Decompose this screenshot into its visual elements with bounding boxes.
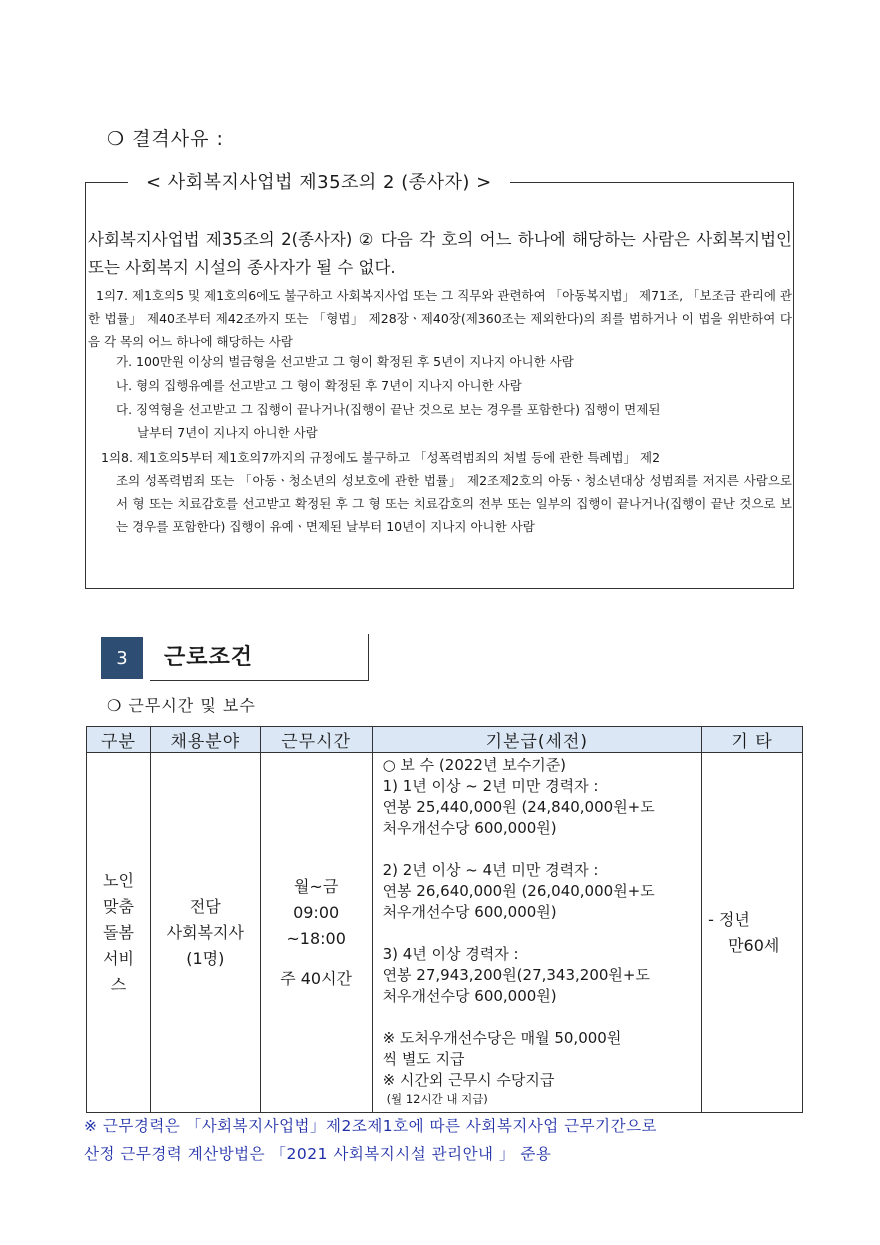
pay-career-2-allowance: 처우개선수당 600,000원)	[382, 903, 557, 921]
footnote-line-1: ※ 근무경력은 「사회복지사업법」제2조제1호에 따른 사회복지사업 근무기간으로	[84, 1117, 658, 1135]
pay-career-1-label: 1) 1년 이상 ~ 2년 미만 경력자 :	[382, 777, 599, 795]
hours-line: 09:00	[293, 902, 340, 922]
header-pay: 기본급(세전)	[372, 727, 702, 753]
pay-note-allowance: ※ 도처우개선수당은 매월 50,000원	[382, 1029, 622, 1047]
cell-division	[87, 753, 151, 1113]
field-line: 전담	[189, 896, 221, 916]
law-item-1-7: 1의7. 제1호의5 및 제1호의6에도 불구하고 사회복지사업 또는 그 직무와 관련하여 「아동복지법」 제71조, 「보조금 관리에 관한 법률」 제40조부터 제42조까지 또는 「형법」 제28장ㆍ제40장(제360조는 제외한다)의 죄를 범하거나 이 법을 위반하여 다음 각 목의 어느 하나에 해당하는 사람	[88, 288, 792, 349]
pay-note-allowance-cont: 씩 별도 지급	[382, 1050, 465, 1068]
pay-career-2-salary: 연봉 26,640,000원 (26,040,000원+도	[382, 882, 655, 900]
sub-heading: ❍ 근무시간 및 보수	[107, 696, 256, 715]
division-line: 맞춤	[102, 896, 134, 916]
working-conditions-table	[86, 726, 803, 1113]
pay-career-3-label: 3) 4년 이상 경력자 :	[382, 945, 519, 963]
hours-line: 주 40시간	[280, 968, 353, 988]
table-row	[87, 753, 803, 1113]
pay-career-3-allowance: 처우개선수당 600,000원)	[382, 987, 557, 1005]
header-division: 구분	[87, 727, 151, 753]
law-item-1-8	[101, 446, 792, 538]
law-main-text: 사회복지사업법 제35조의 2(종사자) ② 다음 각 호의 어느 하나에 해당하는 사람은 사회복지법인 또는 사회복지 시설의 종사자가 될 수 없다.	[88, 230, 792, 277]
section-title: 근로조건	[164, 645, 254, 670]
division-line: 서비	[102, 948, 134, 968]
header-hours: 근무시간	[260, 727, 372, 753]
disqualification-heading: ❍ 결격사유 :	[107, 128, 224, 150]
law-item-1-7-ga: 가. 100만원 이상의 벌금형을 선고받고 그 형이 확정된 후 5년이 지나지 아니한 사람	[116, 354, 574, 369]
header-other: 기 타	[702, 727, 803, 753]
footnote-line-2: 산정 근무경력 계산방법은 「2021 사회복지시설 관리안내 」 준용	[84, 1145, 552, 1163]
other-line: - 정년	[708, 909, 750, 929]
division-line: 스	[110, 974, 127, 994]
cell-pay	[372, 753, 702, 1113]
pay-career-2-label: 2) 2년 이상 ~ 4년 미만 경력자 :	[382, 861, 599, 879]
cell-hours	[260, 753, 372, 1113]
spacer	[383, 839, 698, 860]
header-field: 채용분야	[150, 727, 260, 753]
law-item-1-7-da: 다. 징역형을 선고받고 그 집행이 끝나거나(집행이 끝난 것으로 보는 경우를 포함한다) 집행이 면제된	[116, 402, 661, 417]
cell-other	[702, 753, 803, 1113]
pay-title: ○ 보 수 (2022년 보수기준)	[382, 756, 567, 774]
section-title-underline	[150, 680, 369, 681]
hours-line: 월~금	[293, 876, 339, 896]
section-number: 3	[101, 637, 143, 679]
hours-line: ~18:00	[286, 928, 346, 948]
law-item-1-8-first: 1의8. 제1호의5부터 제1호의7까지의 규정에도 불구하고 「성폭력범죄의 처벌 등에 관한 특례법」 제2	[101, 450, 661, 465]
division-line: 돌봄	[102, 922, 134, 942]
law-item-1-7-da-cont: 날부터 7년이 지나지 아니한 사람	[137, 425, 318, 440]
law-box-title: < 사회복지사업법 제35조의 2 (종사자) >	[128, 168, 510, 194]
hours-gap	[261, 952, 372, 966]
field-line: (1명)	[186, 948, 225, 968]
other-line: 만60세	[728, 935, 780, 955]
pay-note-overtime-limit: (월 12시간 내 지급)	[386, 1092, 488, 1106]
spacer	[383, 923, 698, 944]
cell-field	[150, 753, 260, 1113]
pay-career-3-salary: 연봉 27,943,200원(27,343,200원+도	[382, 966, 650, 984]
table-header-row	[87, 727, 803, 753]
division-line: 노인	[102, 870, 134, 890]
footnote	[84, 1112, 784, 1168]
pay-career-1-allowance: 처우개선수당 600,000원)	[382, 819, 557, 837]
pay-note-overtime: ※ 시간외 근무시 수당지급	[382, 1071, 555, 1089]
pay-career-1-salary: 연봉 25,440,000원 (24,840,000원+도	[382, 798, 655, 816]
law-item-1-7-na: 나. 형의 집행유예를 선고받고 그 형이 확정된 후 7년이 지나지 아니한 사람	[116, 378, 522, 393]
spacer	[383, 1007, 698, 1028]
field-line: 사회복지사	[166, 922, 244, 942]
law-item-1-8-rest: 조의 성폭력범죄 또는 「아동ㆍ청소년의 성보호에 관한 법률」 제2조제2호의 아동ㆍ청소년대상 성범죄를 저지른 사람으로서 형 또는 치료감호를 선고받고 확정된 후 그 형 또는 치료감호의 전부 또는 일부의 집행이 끝나거나(집행이 끝난 것으로 보는 경우를 포함한다) 집행이 유예ㆍ면제된 날부터 10년이 지나지 아니한 사람	[116, 473, 792, 534]
section-title-divider	[368, 634, 369, 680]
